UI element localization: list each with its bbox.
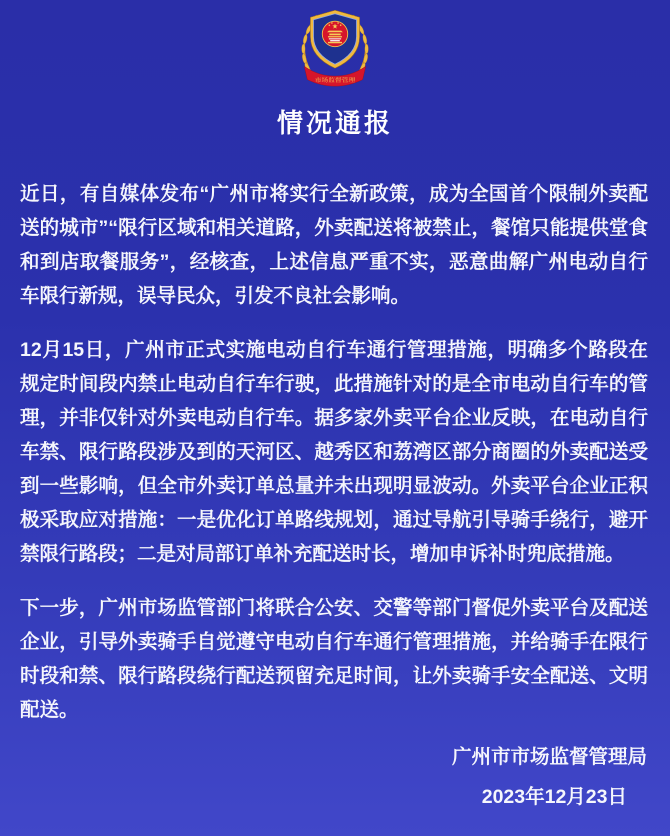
emblem [0, 0, 670, 91]
ribbon-banner [304, 66, 365, 86]
issue-date: 2023年12月23日 [481, 786, 627, 808]
issuing-agency: 广州市市场监督管理局 [451, 746, 647, 768]
notice-paragraph-2: 12月15日，广州市正式实施电动自行车通行管理措施，明确多个路段在规定时间段内禁止电动自行车行驶，此措施针对的是全市电动自行车的管理，并非仅针对外卖电动自行车。据多家外卖平台企业反映，在电动自行车禁、限行路段涉及到的天河区、越秀区和荔湾区部分商圈的外卖配送受到一些影响，但全市外卖订单总量并未出现明显波动。外卖平台企业正积极采取应对措施：一是优化订单路线规划，通过导航引导骑手绕行，避开禁限行路段；二是对局部订单补充配送时长，增加申诉补时兜底措施。 [20, 339, 648, 565]
market-supervision-badge-icon [291, 5, 379, 91]
notice-title: 情况通报 [276, 108, 393, 138]
national-emblem-icon [322, 21, 347, 46]
signature-block [0, 737, 670, 817]
notice-body [20, 177, 648, 727]
notice-paragraph-3: 下一步，广州市场监管部门将联合公安、交警等部门督促外卖平台及配送企业，引导外卖骑手自觉遵守电动自行车通行管理措施，并给骑手在限行时段和禁、限行路段绕行配送预留充足时间，让外卖骑手安全配送、文明配送。 [20, 597, 648, 721]
notice-paragraph-1: 近日，有自媒体发布“广州市将实行全新政策，成为全国首个限制外卖配送的城市”“限行区域和相关道路，外卖配送将被禁止，餐馆只能提供堂食和到店取餐服务”，经核查，上述信息严重不实，恶意曲解广州电动自行车限行新规，误导民众，引发不良社会影响。 [20, 183, 648, 307]
ribbon-banner-text: 市场监督管理 [314, 78, 349, 85]
